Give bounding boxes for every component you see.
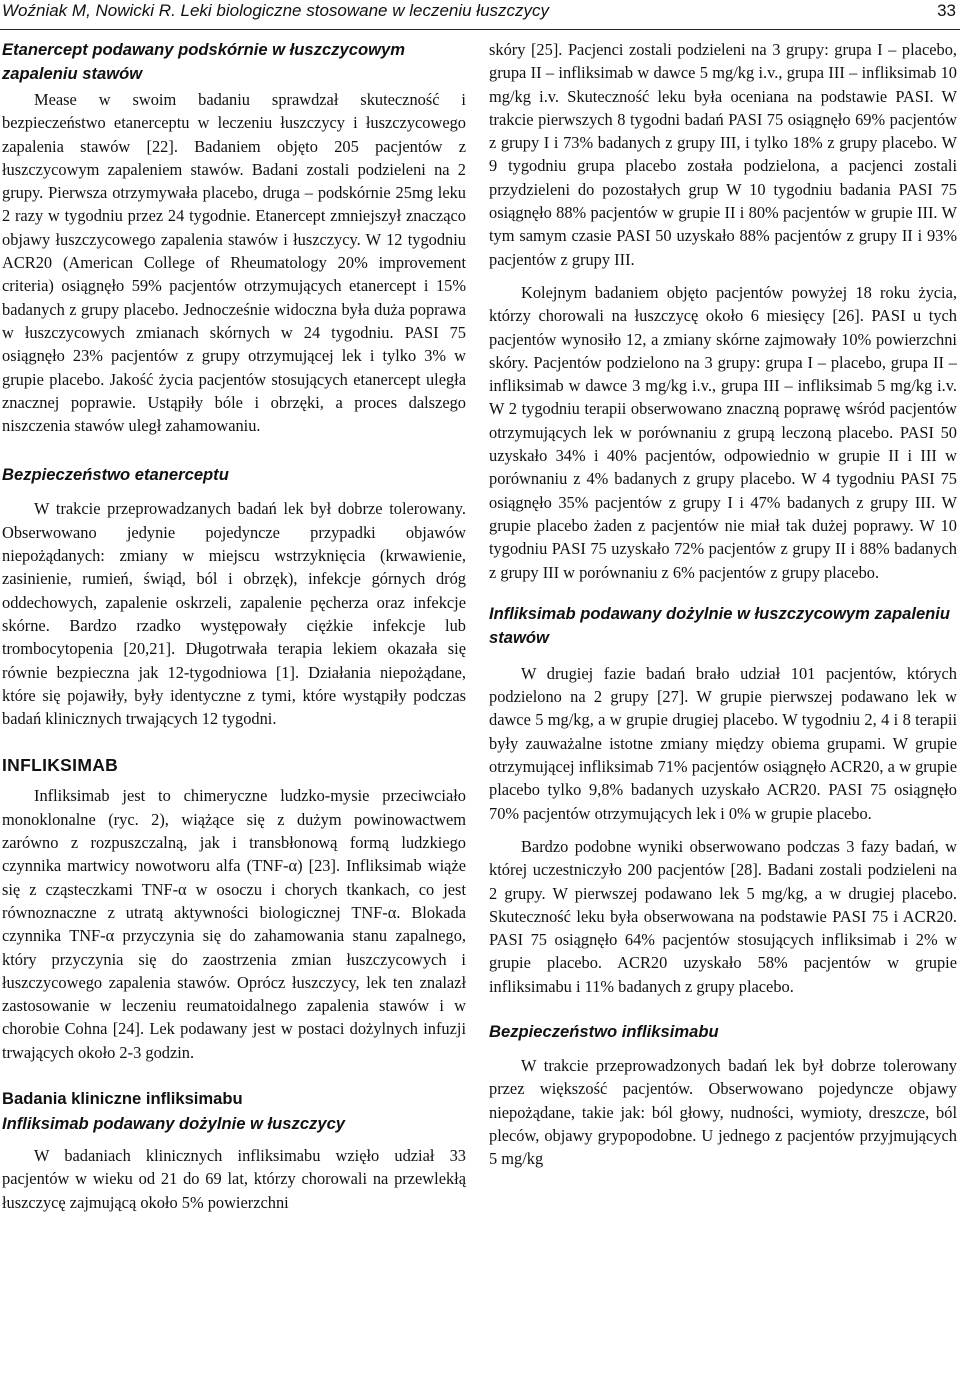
iv-psa-heading: Infliksimab podawany dożylnie w łuszczycowym zapaleniu stawów [489, 603, 951, 647]
infliksimab-paragraph: Infliksimab jest to chimeryczne ludzko-mysie przeciwciało monoklonalne (ryc. 2), wiążące się z dużym powinowactwem zarówno z rozpuszczalną, jak i transbłonową formą ludzkiego czynnika martwicy nowotworu alfa (TNF-α) [23]. Infliksimab wiąże się z cząsteczkami TNF-α w osoczu i chorych tkankach, co jest równoznaczne z utratą aktywności biologicznej TNF-α. Blokada czynnika TNF-α przyczynia się do zahamowania stanu zapalnego, który przyczynia się do zaostrzenia zmian łuszczycowych i łuszczycowego zapalenia stawów. Oprócz łuszczycy, lek ten znalazł zastosowanie w leczeniu reumatoidalnego zapalenia stawów i w chorobie Cohna [24]. Lek podawany jest w postaci dożylnych infuzji trwających około 2-3 godzin. [2, 786, 466, 1062]
page-number: 33 [937, 1, 956, 20]
right-column [489, 38, 957, 1170]
iv-psoriasis-paragraph: W badaniach klinicznych infliksimabu wzięło udział 33 pacjentów w wieku od 21 do 69 lat, którzy chorowali na przewlekłą łuszczycę zajmującą około 5% powierzchni [2, 1145, 466, 1212]
running-header [0, 0, 960, 30]
clinical-trials-heading: Badania kliniczne infliksimabu [2, 1088, 243, 1108]
infliximab-safety-heading: Bezpieczeństwo infliksimabu [489, 1021, 719, 1041]
iv-psoriasis-heading: Infliksimab podawany dożylnie w łuszczycy [2, 1113, 346, 1133]
etanercept-psa-heading: Etanercept podawany podskórnie w łuszczycowym zapaleniu stawów [2, 40, 405, 83]
continuation-paragraph: skóry [25]. Pacjenci zostali podzieleni na 3 grupy: grupa I – placebo, grupa II – infliksimab w dawce 5 mg/kg i.v., grupa III – infliksimab 10 mg/kg i.v. Skuteczność leku była oceniana na podstawie PASI. W trakcie pierwszych 8 tygodni badań PASI 75 osiągnęło 69% pacjentów z grupy I i 73% badanych z grupy III, i tylko 18% z grupy placebo. W 9 tygodniu grupa placebo została podzielona, a pacjenci zostali przydzieleni do pozostałych grup W 10 tygodniu badania PASI 75 osiągnęło 88% pacjentów w grupie II i 80% pacjentów w grupie III. W tym samym czasie PASI 50 uzyskało 88% pacjentów z grupy II i 93% pacjentów z grupy III. [489, 40, 957, 269]
etanercept-psa-paragraph: Mease w swoim badaniu sprawdzał skuteczność i bezpieczeństwo etanerceptu w leczeniu łuszczycy i łuszczycowego zapalenia stawów [22]. Badaniem objęto 205 pacjentów z łuszczycowym zapaleniem stawów. Badani zostali podzieleni na 2 grupy. Pierwsza otrzymywała placebo, druga – podskórnie 25mg leku 2 razy w tygodniu przez 24 tygodnie. Etanercept zmniejszył znacząco objawy łuszczycowego zapalenia stawów i łuszczycy. W 12 tygodniu ACR20 (American College of Rheumatology 20% improvement criteria) osiągnęło 59% pacjentów otrzymujących etanercept i 15% badanych z grupy placebo. Jednocześnie widoczna była duża poprawa w łuszczycowych zmianach skórnych w 24 tygodniu. PASI 75 osiągnęło 23% pacjentów z grupy otrzymującej lek i tylko 3% w grupie placebo. Jakość życia pacjentów stosujących etanercept uległa znacznej poprawie. Ustąpiły bóle i obrzęki, a proces dalszego niszczenia stawów uległ zahamowaniu. [2, 90, 466, 436]
second-study-paragraph: Kolejnym badaniem objęto pacjentów powyżej 18 roku życia, którzy chorowali na łuszczycę około 6 miesięcy [26]. PASI u tych pacjentów wynosiło 12, a zmiany skórne zajmowały 10% powierzchni skóry. Pacjentów podzielono na 3 grupy: grupa I – placebo, grupa II – infliksimab w dawce 3 mg/kg i.v., grupa III – infliksimab 5 mg/kg i.v. W 2 tygodniu terapii obserwowano znaczną poprawę wśród pacjentów otrzymujących lek w porównaniu z grupą leczoną placebo. PASI 50 uzyskało 34% i 40% pacjentów, odpowiednio w grupie II i III w porównaniu z 4% badanych z grupy placebo. W 4 tygodniu PASI 75 osiągnęło 35% pacjentów z grupy I i 47% badanych z grupy III. W grupie placebo żaden z pacjentów nie miał tak dużej poprawy. W 10 tygodniu PASI 75 uzyskało 72% pacjentów z grupy II i 88% badanych z grupy III w porównaniu z 6% pacjentów z grupy placebo. [489, 282, 957, 582]
infliksimab-heading: INFLIKSIMAB [2, 755, 119, 776]
left-column [2, 38, 466, 1214]
iv-psa-paragraph: W drugiej fazie badań brało udział 101 pacjentów, których podzielono na 2 grupy [27]. W grupie pierwszej podawano lek w dawce 5 mg/kg, a w grupie drugiej placebo. W tygodniu 2, 4 i 8 terapii były zauważalne istotne zmiany między obiema grupami. W grupie otrzymującej infliksimab 71% pacjentów osiągnęło ACR20, a w grupie placebo tylko 9,8% badanych uzyskało ACR20. PASI 75 osiągnęło 70% pacjentów otrzymujących lek i 0% w grupie placebo. [489, 663, 957, 823]
running-title: Woźniak M, Nowicki R. Leki biologiczne stosowane w leczeniu łuszczycy [2, 1, 550, 20]
etanercept-safety-heading: Bezpieczeństwo etanerceptu [2, 465, 229, 485]
phase3-paragraph: Bardzo podobne wyniki obserwowano podczas 3 fazy badań, w której uczestniczyło 200 pacjentów [28]. Badani zostali podzieleni na 2 grupy. W pierwszej podawano lek 5 mg/kg, a w drugiej placebo. Skuteczność leku była obserwowana na podstawie PASI 75 i ACR20. PASI 75 osiągnęło 64% pacjentów stosujących infliksimab i 2% w grupie placebo. ACR20 uzyskało 58% pacjentów w grupie infliksimabu i 11% badanych z grupy placebo. [489, 836, 957, 996]
infliximab-safety-paragraph: W trakcie przeprowadzonych badań lek był dobrze tolerowany przez większość pacjentów. Obserwowano pojedyncze objawy niepożądane, takie jak: ból głowy, nudności, wymioty, dreszcze, ból pleców, objawy grypopodobne. U jednego z pacjentów przyjmujących 5 mg/kg [489, 1055, 957, 1169]
etanercept-safety-paragraph: W trakcie przeprowadzanych badań lek był dobrze tolerowany. Obserwowano jedynie pojedyncze przypadki objawów niepożądanych: zmiany w miejscu wstrzyknięcia (krwawienie, zasinienie, rumień, świąd, ból i obrzęk), infekcje górnych dróg oddechowych, zapalenie oskrzeli, zapalenie pęcherza oraz infekcje skórne. Bardzo rzadko występowały ciężkie infekcje lub trombocytopenia [20,21]. Długotrwała terapia lekiem okazała się równie bezpieczna jak 12-tygodniowa [1]. Działania niepożądane, które się pojawiły, były identyczne z tymi, które wystąpiły podczas badań klinicznych trwających 12 tygodni. [2, 499, 466, 729]
